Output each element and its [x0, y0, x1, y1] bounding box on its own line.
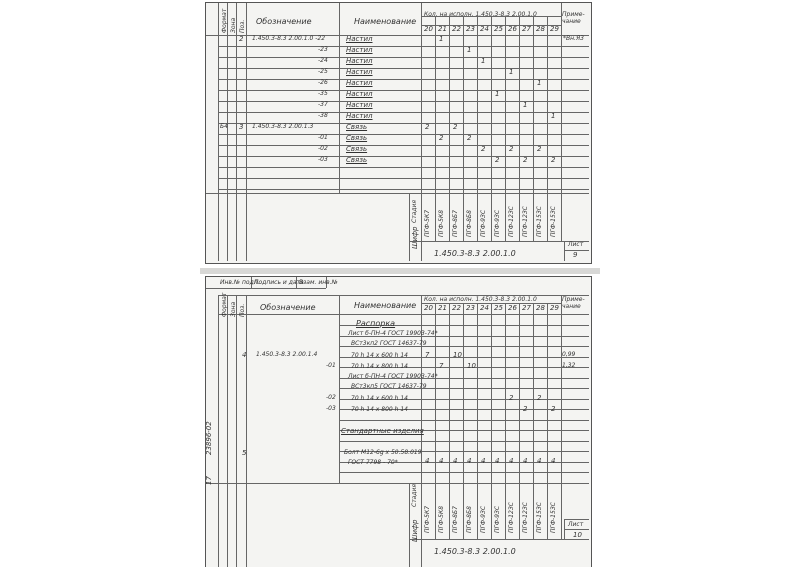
variant-number: 20 — [424, 304, 433, 312]
variant-number: 21 — [438, 304, 447, 312]
note-header: Приме-чание — [562, 296, 585, 310]
grid-line — [409, 539, 589, 540]
grid-line — [246, 3, 247, 193]
grid-line — [218, 483, 219, 567]
qty-cell: 4 — [453, 457, 458, 465]
row-line — [218, 46, 589, 47]
page-fold — [200, 268, 600, 274]
grid-line — [533, 193, 534, 241]
stamp-cipher-label: Шифр — [411, 519, 419, 542]
qty-cell: 2 — [495, 156, 500, 164]
variant-number: 28 — [536, 304, 545, 312]
grid-line — [519, 303, 520, 483]
grid-line — [477, 483, 478, 539]
row-line — [218, 167, 589, 168]
grid-line — [477, 193, 478, 241]
col-zone-header: Зона — [230, 17, 237, 33]
row-name: Настил — [346, 101, 373, 109]
variant-number: 20 — [424, 25, 433, 33]
grid-line — [533, 483, 534, 539]
row-line — [339, 420, 589, 421]
row-line — [218, 156, 589, 157]
cipher-code: ПГФ-8Б8 — [466, 210, 473, 237]
stamp-stage-label: Стадия — [411, 199, 418, 223]
grid-line — [491, 193, 492, 241]
variant-number: 24 — [480, 304, 489, 312]
variant-number: 29 — [550, 25, 559, 33]
material-2a: Лист б-ПН-4 ГОСТ 19903-74* — [348, 373, 438, 380]
row-5-name-b: ГОСТ 7798 - 70* — [348, 459, 398, 466]
row-name: Настил — [346, 90, 373, 98]
cipher-code: ПГФ-9ЗС — [480, 209, 487, 237]
cipher-code: ПГФ-8Б7 — [452, 506, 459, 533]
grid-line — [561, 3, 562, 193]
row-4b-note: 1,32 — [562, 362, 576, 369]
cipher-code: ПГФ-8Б8 — [466, 506, 473, 533]
row-name: Настил — [346, 112, 373, 120]
row-4c-name: 70 h 14 х 600 h 14 — [351, 395, 408, 402]
grid-line — [435, 483, 436, 539]
variant-number: 22 — [452, 25, 461, 33]
grid-line — [561, 483, 562, 539]
grid-line — [409, 483, 410, 567]
variant-number: 27 — [522, 25, 531, 33]
grid-line — [477, 303, 478, 483]
grid-line — [227, 483, 228, 567]
cipher-code: ПГФ-12ЗС — [508, 502, 515, 533]
grid-line — [449, 193, 450, 241]
grid-line — [236, 295, 237, 483]
row-4-name: 70 h 14 х 600 h 14 — [351, 352, 408, 359]
qty-cell: 2 — [467, 134, 472, 142]
qty-cell: 2 — [537, 394, 542, 402]
spec-sheet-1 — [205, 2, 592, 264]
row-4-designation: 1.450.3-8.3 2.00.1.4 — [256, 351, 318, 358]
row-designation: -35 — [318, 90, 328, 97]
section-standard-items: Стандартные изделия — [341, 427, 424, 435]
row-designation: -23 — [318, 46, 328, 53]
cipher-code: ПГФ-15ЗС — [536, 206, 543, 237]
qty-cell: 2 — [425, 123, 430, 131]
cipher-code: ПГФ-5К7 — [424, 505, 431, 533]
row-line — [339, 441, 589, 442]
qty-cell: 4 — [495, 457, 500, 465]
sheet-label: Лист — [568, 521, 584, 528]
grid-line — [564, 241, 565, 261]
qty-cell: 2 — [551, 405, 556, 413]
cipher-code: ПГФ-15ЗС — [550, 206, 557, 237]
qty-cell: 2 — [439, 134, 444, 142]
cipher-code: ПГФ-15ЗС — [536, 502, 543, 533]
grid-line — [505, 193, 506, 241]
row-name: Связь — [346, 156, 368, 164]
cipher-code: ПГФ-9ЗС — [494, 209, 501, 237]
qty-cell: 2 — [481, 145, 486, 153]
qty-cell: 2 — [453, 123, 458, 131]
row-designation: -03 — [318, 156, 328, 163]
cipher-code: ПГФ-5К7 — [424, 209, 431, 237]
qty-cell: 1 — [495, 90, 500, 98]
sheet-number: 9 — [573, 251, 578, 259]
grid-line — [206, 483, 589, 484]
row-line — [218, 79, 589, 80]
qty-cell: 1 — [509, 68, 514, 76]
row-line — [218, 57, 589, 58]
row-position: 2 — [239, 35, 244, 43]
cipher-code: ПГФ-12ЗС — [508, 206, 515, 237]
row-name: Настил — [346, 46, 373, 54]
qty-cell: 2 — [509, 145, 514, 153]
grid-line — [463, 193, 464, 241]
spec-sheet-2 — [205, 276, 592, 567]
qty-cell: 2 — [523, 156, 528, 164]
qty-cell: 2 — [509, 394, 514, 402]
grid-line — [421, 3, 422, 193]
sheet-number: 10 — [573, 531, 582, 539]
qty-cell: 4 — [425, 457, 430, 465]
grid-line — [218, 314, 589, 315]
grid-line — [218, 295, 219, 483]
qty-cell: 4 — [481, 457, 486, 465]
variant-number: 21 — [438, 25, 447, 33]
variant-number: 28 — [536, 25, 545, 33]
row-line — [218, 90, 589, 91]
row-name: Связь — [346, 123, 368, 131]
row-designation: -38 — [318, 112, 328, 119]
row-5-name-a: Болт М12-6g х 50.58.019 — [344, 449, 422, 456]
sheet-label: Лист — [568, 241, 584, 248]
grid-line — [246, 483, 247, 567]
row-designation: -02 — [318, 145, 328, 152]
row-line — [218, 145, 589, 146]
qty-cell: 2 — [551, 156, 556, 164]
grid-line — [463, 303, 464, 483]
grid-line — [409, 241, 589, 242]
variant-number: 26 — [508, 25, 517, 33]
stamp-cipher-label: Шифр — [411, 226, 419, 249]
cipher-code: ПГФ-5К8 — [438, 209, 445, 237]
variant-number: 23 — [466, 25, 475, 33]
row-note: *Вн.Я3 — [563, 35, 584, 42]
name-header: Наименование — [354, 17, 417, 26]
grid-line — [505, 303, 506, 483]
grid-line — [421, 483, 422, 567]
row-5-pos: 5 — [242, 449, 247, 457]
cipher-code: ПГФ-12ЗС — [522, 502, 529, 533]
qty-cell: 2 — [523, 405, 528, 413]
row-format: Б4 — [220, 123, 228, 130]
qty-cell: 4 — [439, 457, 444, 465]
col-format-header: Формат — [221, 292, 228, 317]
row-line — [218, 68, 589, 69]
qty-cell: 7 — [425, 351, 430, 359]
grid-line — [491, 303, 492, 483]
row-name: Настил — [346, 68, 373, 76]
row-4d-name: 70 h 14 х 800 h 14 — [351, 406, 408, 413]
grid-line — [561, 193, 562, 241]
grid-line — [533, 303, 534, 483]
grid-line — [339, 295, 340, 483]
qty-cell: 1 — [523, 101, 528, 109]
qty-cell: 1 — [551, 112, 556, 120]
qty-cell: 10 — [467, 362, 476, 370]
row-4-pos: 4 — [242, 351, 247, 359]
row-designation: -26 — [318, 79, 328, 86]
inv-box: Инв.№ подл. — [220, 279, 260, 286]
row-4d-designation: -03 — [326, 405, 336, 412]
row-4c-designation: -02 — [326, 394, 336, 401]
grid-line — [449, 303, 450, 483]
side-mark: 17 — [205, 476, 213, 485]
sign-box: Подпись и дата — [254, 279, 304, 286]
row-4-note: 0,99 — [562, 351, 576, 358]
row-name: Связь — [346, 145, 368, 153]
grid-line — [218, 193, 219, 261]
grid-line — [505, 483, 506, 539]
row-line — [218, 101, 589, 102]
material-1b: ВСт3кп2 ГОСТ 14637-79 — [351, 340, 427, 347]
qty-header: Кол. на исполн. 1.450.3-8.3 2.00.1.0 — [424, 296, 537, 303]
row-name: Настил — [346, 57, 373, 65]
grid-line — [236, 483, 237, 567]
cipher-code: ПГФ-15ЗС — [550, 502, 557, 533]
grid-line — [519, 483, 520, 539]
row-designation: 1.450.3-8.3 2.00.1.0 -22 — [252, 35, 326, 42]
cipher-code: ПГФ-12ЗС — [522, 206, 529, 237]
row-designation: -24 — [318, 57, 328, 64]
doc-code: 1.450.3-8.3 2.00.1.0 — [434, 547, 516, 556]
grid-line — [564, 529, 589, 530]
grid-line — [409, 193, 410, 261]
qty-cell: 4 — [523, 457, 528, 465]
doc-code: 1.450.3-8.3 2.00.1.0 — [434, 249, 516, 258]
variant-number: 22 — [452, 304, 461, 312]
material-2b: ВСт3кп5 ГОСТ 14637-79 — [351, 383, 427, 390]
cipher-code: ПГФ-5К8 — [438, 505, 445, 533]
variant-number: 26 — [508, 304, 517, 312]
material-1a: Лист б-ПН-4 ГОСТ 19903-74* — [348, 330, 438, 337]
variant-number: 25 — [494, 25, 503, 33]
col-format-header: Формат — [221, 8, 228, 33]
row-line — [339, 472, 589, 473]
qty-cell: 4 — [551, 457, 556, 465]
variant-number: 29 — [550, 304, 559, 312]
qty-cell: 1 — [537, 79, 542, 87]
qty-header: Кол. на исполн. 1.450.3-8.3 2.00.1.0 — [424, 11, 537, 18]
grid-line — [236, 193, 237, 261]
row-4b-designation: -01 — [326, 362, 336, 369]
section-title-spacer: Распорка — [356, 319, 396, 328]
cipher-code: ПГФ-8Б7 — [452, 210, 459, 237]
qty-cell: 1 — [481, 57, 486, 65]
grid-line — [547, 303, 548, 483]
grid-line — [491, 483, 492, 539]
grid-line — [421, 193, 422, 261]
qty-cell: 2 — [537, 145, 542, 153]
grid-line — [435, 193, 436, 241]
grid-line — [339, 3, 340, 193]
qty-cell: 10 — [453, 351, 462, 359]
grid-line — [206, 193, 589, 194]
row-line — [218, 189, 589, 190]
row-name: Настил — [346, 79, 373, 87]
grid-line — [246, 193, 247, 261]
variant-number: 23 — [466, 304, 475, 312]
variant-number: 25 — [494, 304, 503, 312]
grid-line — [449, 483, 450, 539]
qty-cell: 7 — [439, 362, 444, 370]
row-line — [218, 134, 589, 135]
designation-header: Обозначение — [256, 17, 312, 26]
stamp-stage-label: Стадия — [411, 483, 418, 507]
name-header: Наименование — [354, 301, 417, 310]
row-name: Связь — [346, 134, 368, 142]
row-designation: -37 — [318, 101, 328, 108]
grid-line — [227, 295, 228, 483]
note-header: Приме-чание — [562, 11, 585, 25]
row-designation: -01 — [318, 134, 328, 141]
row-designation: -25 — [318, 68, 328, 75]
row-line — [218, 178, 589, 179]
qty-cell: 1 — [439, 35, 444, 43]
cipher-code: ПГФ-9ЗС — [480, 505, 487, 533]
row-4b-name: 70 h 14 х 800 h 14 — [351, 363, 408, 370]
qty-cell: 4 — [509, 457, 514, 465]
grid-line — [227, 193, 228, 261]
qty-cell: 4 — [467, 457, 472, 465]
designation-header: Обозначение — [260, 303, 316, 312]
grid-line — [561, 295, 562, 483]
grid-line — [206, 288, 326, 289]
col-pos-header: Поз. — [239, 303, 246, 317]
replace-box: Взам. инв.№ — [299, 279, 338, 286]
qty-cell: 1 — [467, 46, 472, 54]
variant-number: 27 — [522, 304, 531, 312]
grid-line — [463, 483, 464, 539]
row-designation: 1.450.3-8.3 2.00.1.3 — [252, 123, 314, 130]
qty-cell: 4 — [537, 457, 542, 465]
grid-line — [564, 519, 589, 520]
col-pos-header: Поз. — [239, 19, 246, 33]
col-zone-header: Зона — [230, 301, 237, 317]
side-code: 23896-02 — [205, 421, 213, 455]
row-position: 3 — [239, 123, 244, 131]
grid-line — [547, 483, 548, 539]
grid-line — [218, 3, 219, 193]
cipher-code: ПГФ-9ЗС — [494, 505, 501, 533]
row-name: Настил — [346, 35, 373, 43]
grid-line — [519, 193, 520, 241]
row-line — [218, 112, 589, 113]
grid-line — [547, 193, 548, 241]
variant-number: 24 — [480, 25, 489, 33]
